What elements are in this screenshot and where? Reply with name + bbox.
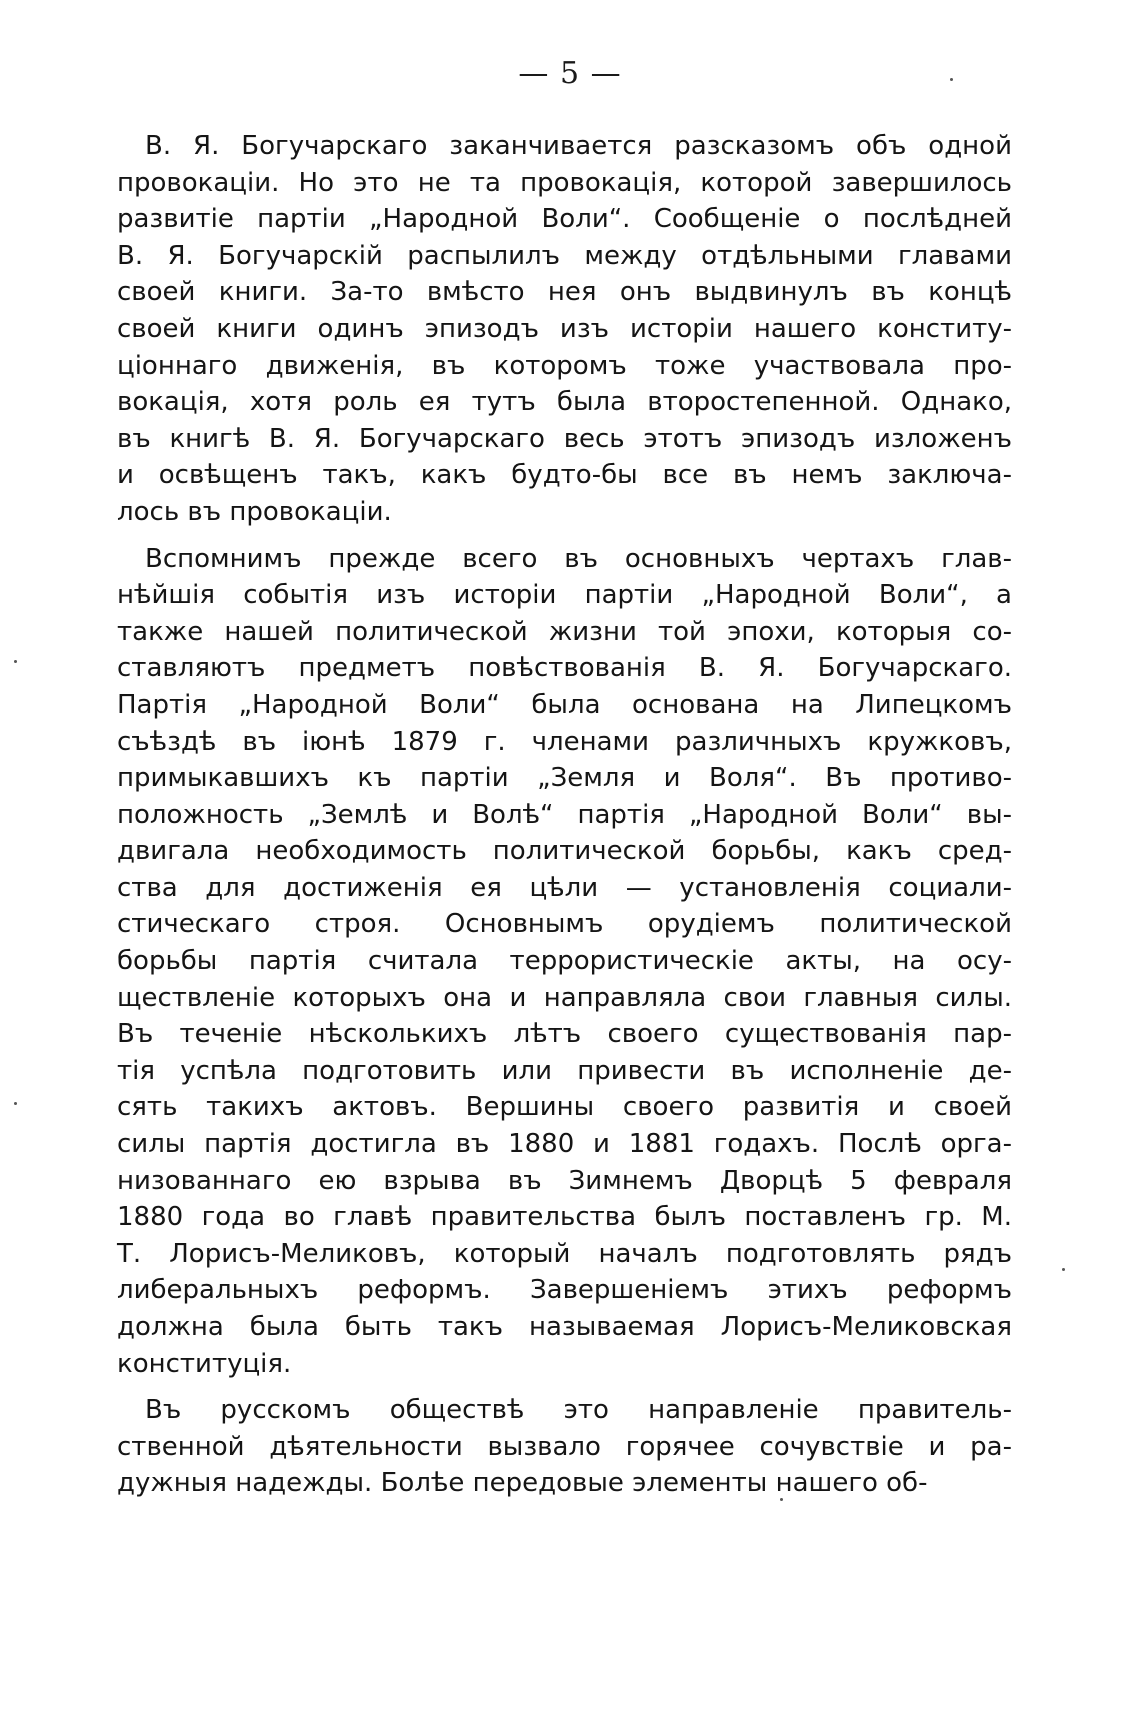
text-line: В. Я. Богучарскаго заканчивается разсказомъ объ одной: [145, 131, 1012, 161]
text-line: Въ русскомъ обществѣ это направленіе правитель-: [145, 1395, 1012, 1426]
text-line: съѣздѣ въ іюнѣ 1879 г. членами различныхъ кружковъ,: [117, 726, 1012, 757]
text-line: Вспомнимъ прежде всего въ основныхъ чертахъ глав-: [145, 543, 1012, 574]
text-line: двигала необходимость политической борьбы, какъ сред-: [117, 836, 1012, 867]
text-line: Партія „Народной Воли“ была основана на Липецкомъ: [117, 689, 1012, 720]
body-text: [117, 128, 1012, 1502]
scan-speck: [14, 1102, 17, 1105]
text-line: В. Я. Богучарскій распылилъ между отдѣльными главами: [117, 240, 1012, 271]
text-line: ставляютъ предметъ повѣствованія В. Я. Богучарскаго.: [117, 653, 1012, 684]
text-line: и освѣщенъ такъ, какъ будто-бы все въ немъ заключа-: [117, 460, 1012, 491]
scan-speck: [1062, 1268, 1065, 1271]
text-line: положность „Землѣ и Волѣ“ партія „Народной Воли“ вы-: [117, 799, 1012, 830]
text-line: низованнаго ею взрыва въ Зимнемъ Дворцѣ 5 февраля: [117, 1165, 1012, 1196]
text-line: Т. Лорисъ-Меликовъ, который началъ подготовлять рядъ: [117, 1238, 1012, 1269]
text-line: также нашей политической жизни той эпохи, которыя со-: [117, 616, 1012, 647]
text-line: нѣйшія событія изъ исторіи партіи „Народной Воли“, а: [117, 580, 1012, 611]
paragraph: [117, 128, 1012, 531]
text-line: лось въ провокаціи.: [117, 496, 392, 527]
text-line: борьбы партія считала террористическіе акты, на осу-: [117, 946, 1012, 977]
text-line: сять такихъ актовъ. Вершины своего развитія и своей: [117, 1092, 1012, 1123]
scan-speck: [950, 78, 953, 81]
text-line: дужныя надежды. Болѣе передовые элементы нашего об-: [117, 1468, 928, 1499]
text-line: вокація, хотя роль ея тутъ была второстепенной. Однако,: [117, 387, 1012, 418]
page-number: — 5 —: [518, 56, 622, 91]
text-line: своей книги одинъ эпизодъ изъ исторіи нашего конститу-: [117, 313, 1012, 344]
text-line: конституція.: [117, 1348, 292, 1379]
text-line: тія успѣла подготовить или привести въ исполненіе де-: [117, 1055, 1012, 1086]
text-line: ства для достиженія ея цѣли — установленія социали-: [117, 872, 1012, 903]
text-line: въ книгѣ В. Я. Богучарскаго весь этотъ эпизодъ изложенъ: [117, 423, 1012, 454]
text-line: силы партія достигла въ 1880 и 1881 годахъ. Послѣ орга-: [117, 1129, 1012, 1160]
text-line: должна была быть такъ называемая Лорисъ-Меликовская: [117, 1312, 1012, 1342]
text-line: ществленіе которыхъ она и направляла свои главныя силы.: [117, 982, 1012, 1013]
text-line: ственной дѣятельности вызвало горячее сочувствіе и ра-: [117, 1431, 1012, 1462]
text-line: провокаціи. Но это не та провокація, которой завершилось: [117, 167, 1012, 198]
text-line: своей книги. За-то вмѣсто нея онъ выдвинулъ въ концѣ: [117, 277, 1012, 308]
scan-speck: [780, 1498, 783, 1501]
text-line: либеральныхъ реформъ. Завершеніемъ этихъ реформъ: [117, 1275, 1012, 1306]
paragraph: [117, 1392, 1012, 1502]
text-line: 1880 года во главѣ правительства былъ поставленъ гр. М.: [117, 1202, 1012, 1233]
text-line: ціоннаго движенія, въ которомъ тоже участвовала про-: [117, 350, 1012, 381]
text-line: Въ теченіе нѣсколькихъ лѣтъ своего существованія пар-: [117, 1019, 1012, 1050]
scan-speck: [14, 660, 17, 663]
text-line: стическаго строя. Основнымъ орудіемъ политической: [117, 909, 1012, 940]
text-line: примыкавшихъ къ партіи „Земля и Воля“. Въ противо-: [117, 763, 1012, 794]
paragraph: [117, 541, 1012, 1383]
text-line: развитіе партіи „Народной Воли“. Сообщеніе о послѣдней: [117, 204, 1012, 235]
